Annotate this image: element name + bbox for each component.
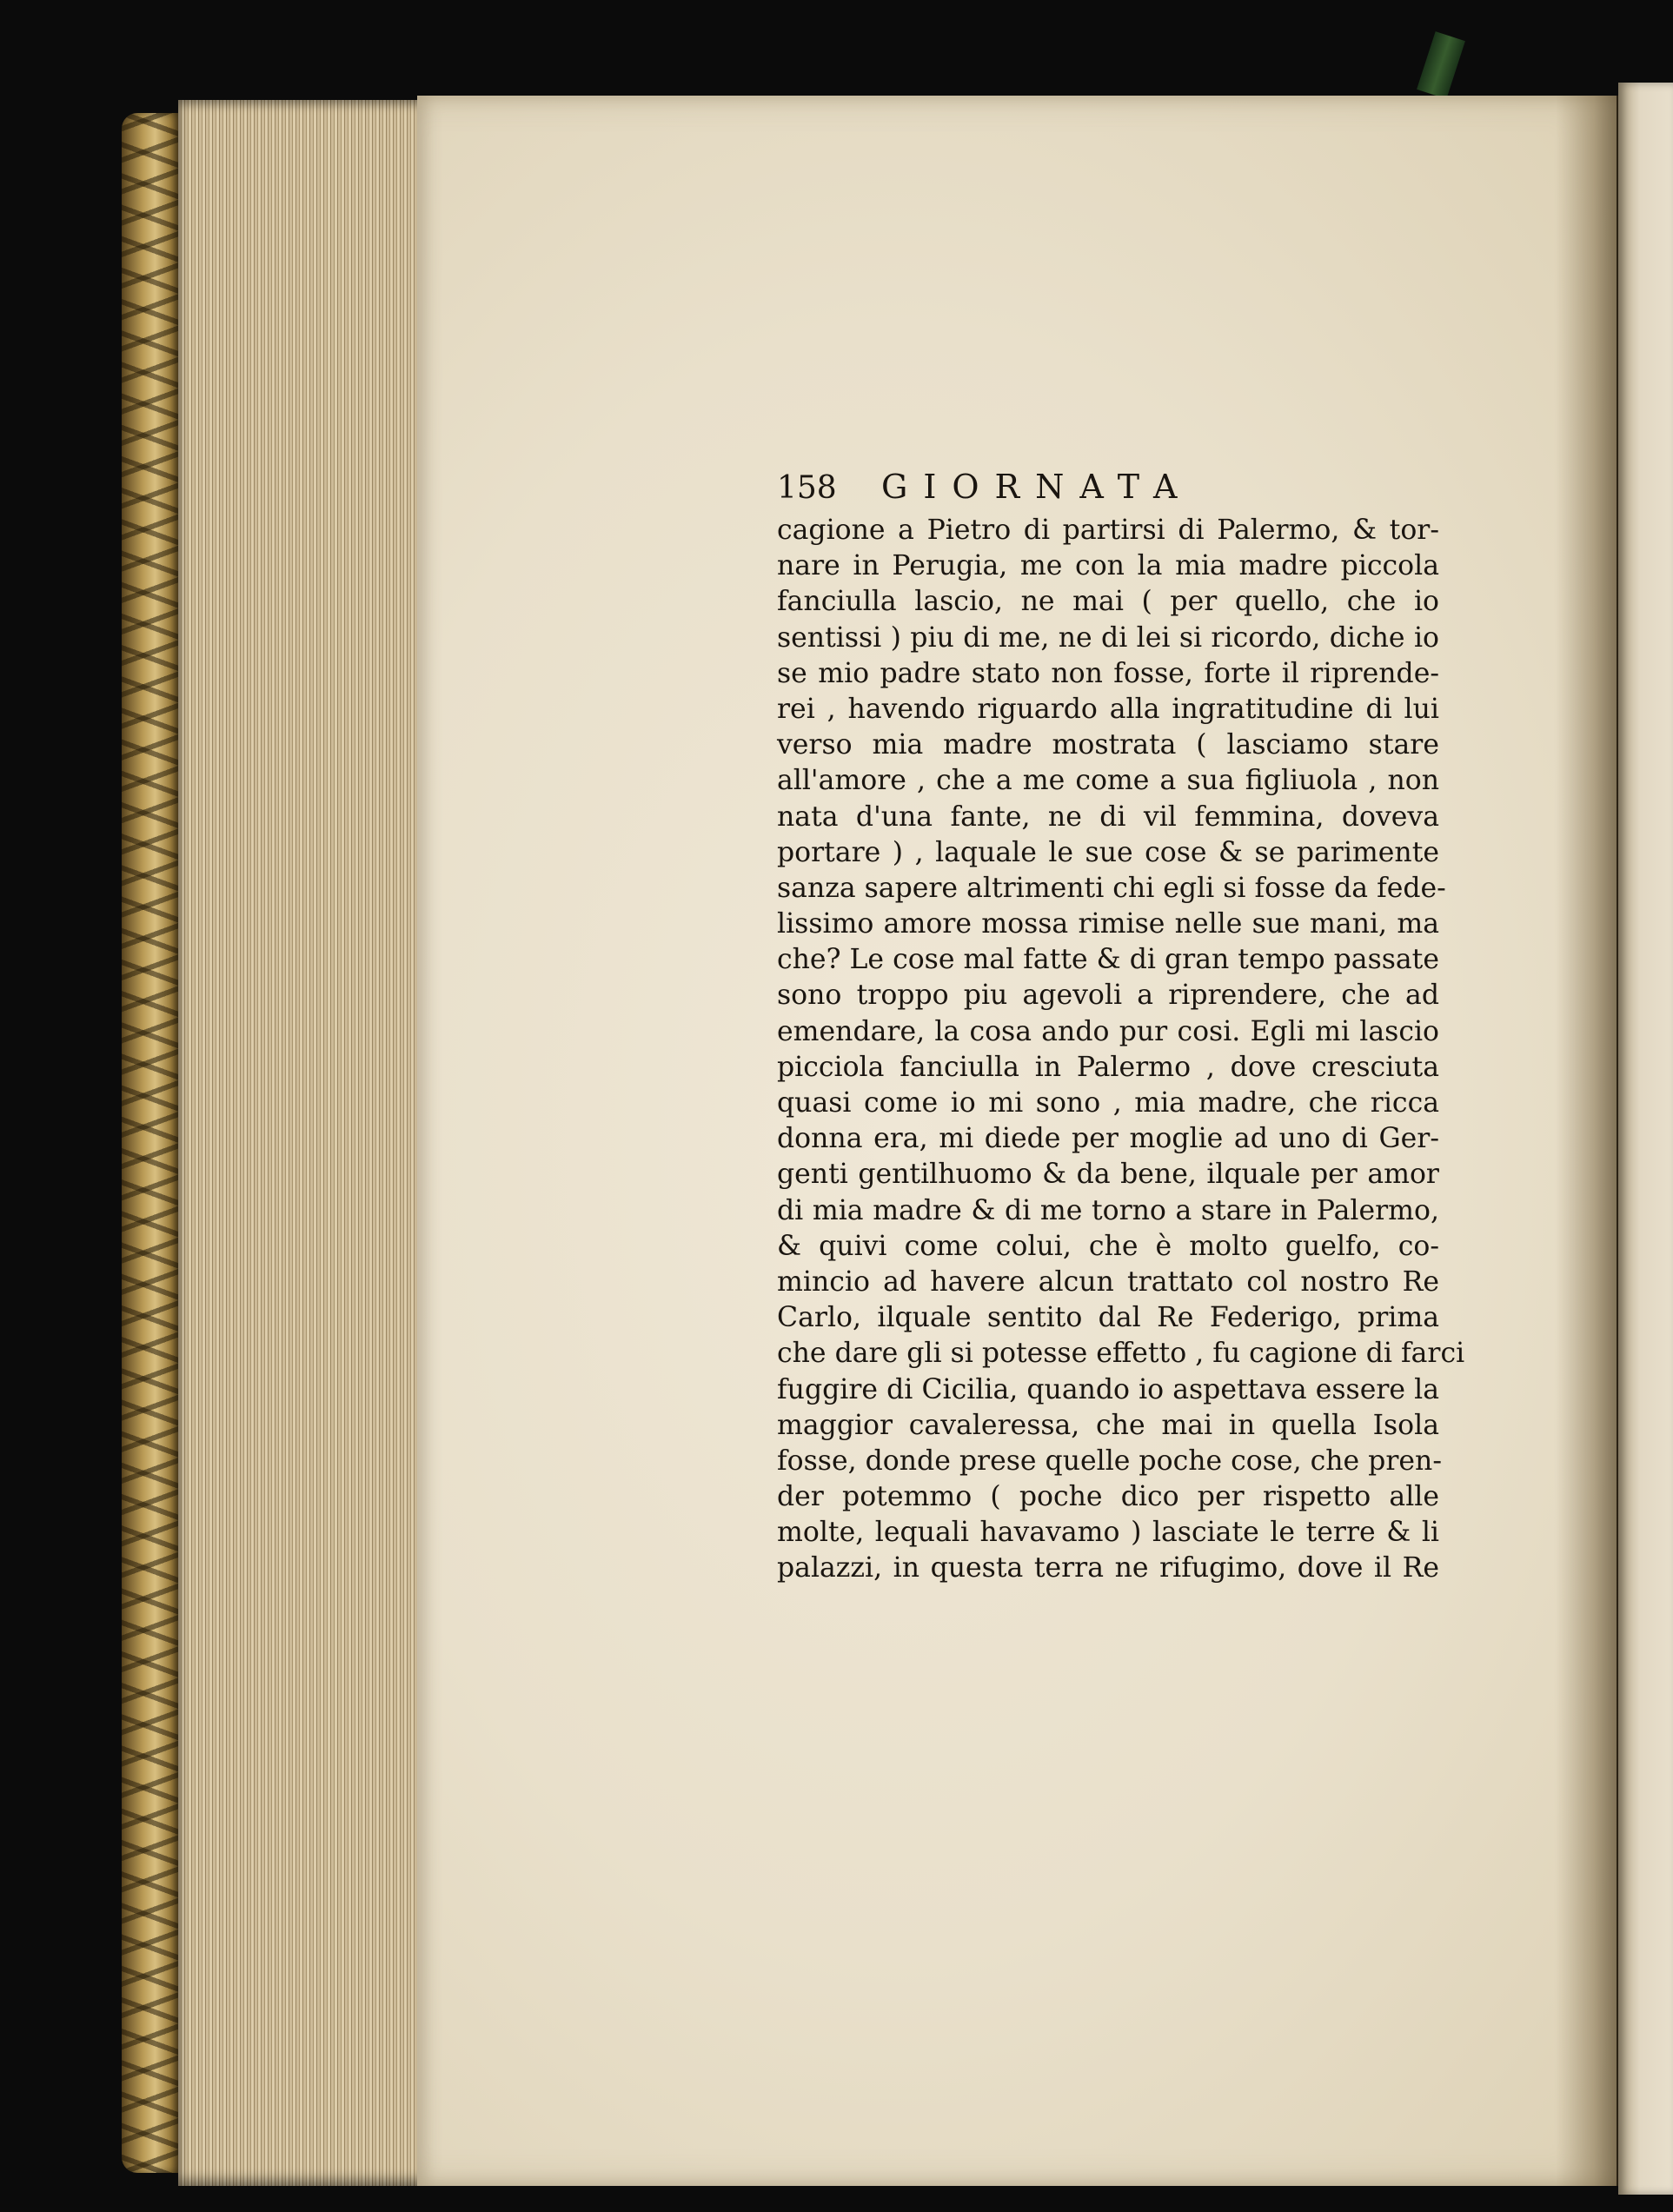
body-text: [777, 513, 1465, 1587]
text-line: lissimo amore mossa rimise nelle sue mani, ma: [777, 908, 1439, 940]
text-line: mincio ad havere alcun trattato col nostro Re: [777, 1265, 1439, 1298]
text-line: quasi come io mi sono , mia madre, che ricca: [777, 1087, 1439, 1119]
text-line: che dare gli si potesse effetto , fu cagione di farci: [777, 1338, 1465, 1370]
text-line: Carlo, ilquale sentito dal Re Federigo, prima: [777, 1302, 1439, 1334]
gutter-shadow: [1556, 96, 1625, 2186]
text-line: emendare, la cosa ando pur cosi. Egli mi lascio: [777, 1015, 1439, 1047]
page-number: 158: [777, 470, 837, 506]
text-line: sono troppo piu agevoli a riprendere, che ad: [777, 980, 1439, 1012]
bookmark-ribbon: [1417, 31, 1465, 99]
running-title: GIORNATA: [881, 468, 1193, 506]
text-line: che? Le cose mal fatte & di gran tempo passate: [777, 944, 1439, 976]
text-line: di mia madre & di me torno a stare in Palermo,: [777, 1194, 1439, 1226]
text-line: & quivi come colui, che è molto guelfo, co-: [777, 1230, 1439, 1262]
text-line: palazzi, in questa terra ne rifugimo, dove il Re: [777, 1552, 1439, 1584]
facing-page-edge: [1618, 83, 1673, 2195]
text-line: donna era, mi diede per moglie ad uno di Ger-: [777, 1123, 1439, 1155]
text-line: cagione a Pietro di partirsi di Palermo, & tor-: [777, 515, 1439, 546]
text-block: [777, 468, 1465, 1587]
text-line: fosse, donde prese quelle poche cose, che pren-: [777, 1445, 1442, 1477]
text-line: fanciulla lascio, ne mai ( per quello, che io: [777, 586, 1439, 618]
text-line: verso mia madre mostrata ( lasciamo stare: [777, 729, 1439, 761]
text-line: sentissi ) piu di me, ne di lei si ricordo, diche io: [777, 621, 1439, 654]
text-line: rei , havendo riguardo alla ingratitudine di lui: [777, 693, 1439, 725]
text-line: nata d'una fante, ne di vil femmina, doveva: [777, 800, 1439, 833]
text-line: genti gentilhuomo & da bene, ilquale per amor: [777, 1159, 1439, 1191]
gilded-spine: [122, 113, 183, 2173]
text-line: molte, lequali havavamo ) lasciate le terre & li: [777, 1517, 1439, 1549]
text-line: maggior cavaleressa, che mai in quella Isola: [777, 1409, 1439, 1441]
text-line: all'amore , che a me come a sua figliuola , non: [777, 765, 1439, 797]
text-line: se mio padre stato non fosse, forte il riprende-: [777, 657, 1439, 689]
page-edges: [178, 100, 426, 2186]
text-line: picciola fanciulla in Palermo , dove cresciuta: [777, 1051, 1439, 1083]
text-line: nare in Perugia, me con la mia madre piccola: [777, 550, 1439, 582]
text-line: portare ) , laquale le sue cose & se parimente: [777, 836, 1439, 868]
text-line: der potemmo ( poche dico per rispetto alle: [777, 1481, 1439, 1513]
text-line: sanza sapere altrimenti chi egli si fosse da fede-: [777, 872, 1446, 904]
running-head: [777, 468, 1439, 513]
text-line: fuggire di Cicilia, quando io aspettava essere la: [777, 1373, 1439, 1405]
